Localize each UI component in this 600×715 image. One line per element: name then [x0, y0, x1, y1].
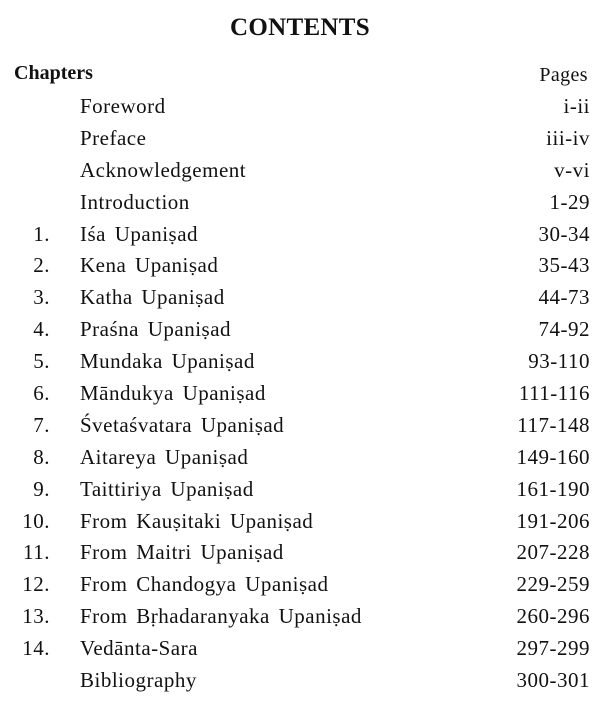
entry-title: Katha Upaniṣad	[80, 285, 225, 310]
entry-pages: 93-110	[528, 349, 590, 374]
entry-pages: 35-43	[538, 253, 590, 278]
entry-title: From Chandogya Upaniṣad	[80, 572, 329, 597]
toc-entry-chapter-4	[0, 315, 600, 347]
entry-title: Śvetaśvatara Upaniṣad	[80, 412, 285, 437]
toc-entry-chapter-13	[0, 602, 600, 634]
entry-number: 3.	[33, 285, 50, 310]
toc-entry-chapter-6	[0, 379, 600, 411]
entry-title: Praśna Upaniṣad	[80, 317, 232, 342]
entry-number: 5.	[33, 349, 50, 374]
toc-entry-chapter-1	[0, 220, 600, 252]
entry-number: 14.	[22, 636, 50, 661]
toc-entry-acknowledgement	[0, 156, 600, 188]
entry-number: 13.	[22, 604, 50, 629]
toc-entry-chapter-12	[0, 570, 600, 602]
entry-pages: 111-116	[518, 381, 590, 406]
entry-pages: 229-259	[516, 572, 590, 597]
entry-pages: 191-206	[516, 508, 590, 533]
toc-entry-chapter-11	[0, 538, 600, 570]
toc-list	[0, 92, 600, 698]
toc-entry-chapter-10	[0, 507, 600, 539]
toc-entry-chapter-3	[0, 283, 600, 315]
entry-title: Foreword	[80, 94, 166, 118]
entry-pages: 30-34	[538, 221, 590, 246]
entry-title: Acknowledgement	[80, 157, 247, 182]
entry-title: From Bṛhadaranyaka Upaniṣad	[80, 604, 362, 629]
toc-entry-chapter-8	[0, 443, 600, 475]
entry-number: 9.	[33, 476, 50, 501]
entry-pages: 74-92	[538, 317, 590, 342]
toc-entry-chapter-7	[0, 411, 600, 443]
entry-pages: 1-29	[549, 189, 590, 214]
entry-number: 1.	[33, 221, 50, 246]
entry-pages: 117-148	[517, 412, 590, 437]
entry-title: Vedānta-Sara	[80, 636, 198, 661]
chapters-column-header: Chapters	[14, 62, 93, 84]
entry-pages: 149-160	[516, 444, 590, 469]
toc-entry-introduction	[0, 188, 600, 220]
entry-title: Iśa Upaniṣad	[80, 221, 199, 246]
entry-number: 6.	[33, 381, 50, 406]
entry-pages: 260-296	[516, 604, 590, 629]
entry-number: 8.	[33, 444, 50, 469]
entry-number: 11.	[23, 540, 50, 565]
entry-pages: 300-301	[516, 668, 590, 693]
entry-title: Kena Upaniṣad	[80, 253, 219, 278]
entry-number: 2.	[33, 253, 50, 278]
entry-title: From Kauṣitaki Upaniṣad	[80, 508, 314, 533]
entry-title: Bibliography	[80, 668, 197, 693]
toc-entry-chapter-14	[0, 634, 600, 666]
entry-pages: iii-iv	[546, 125, 590, 150]
page-title: CONTENTS	[230, 14, 370, 41]
toc-entry-chapter-5	[0, 347, 600, 379]
entry-title: Māndukya Upaniṣad	[80, 381, 266, 406]
entry-number: 7.	[33, 412, 50, 437]
entry-pages: 161-190	[516, 476, 590, 501]
toc-entry-foreword	[0, 92, 600, 124]
entry-title: Taittiriya Upaniṣad	[80, 476, 254, 501]
entry-number: 12.	[22, 572, 50, 597]
toc-entry-preface	[0, 124, 600, 156]
entry-pages: 207-228	[516, 540, 590, 565]
entry-title: From Maitri Upaniṣad	[80, 540, 284, 565]
pages-column-header: Pages	[539, 64, 588, 86]
entry-title: Aitareya Upaniṣad	[80, 444, 249, 469]
toc-entry-chapter-2	[0, 251, 600, 283]
entry-title: Preface	[80, 125, 147, 150]
toc-entry-chapter-9	[0, 475, 600, 507]
entry-title: Introduction	[80, 189, 190, 214]
entry-pages: 297-299	[516, 636, 590, 661]
entry-pages: v-vi	[554, 157, 590, 182]
toc-entry-bibliography	[0, 666, 600, 698]
entry-number: 10.	[22, 508, 50, 533]
entry-title: Mundaka Upaniṣad	[80, 349, 255, 374]
entry-pages: i-ii	[563, 94, 590, 118]
entry-number: 4.	[33, 317, 50, 342]
entry-pages: 44-73	[538, 285, 590, 310]
